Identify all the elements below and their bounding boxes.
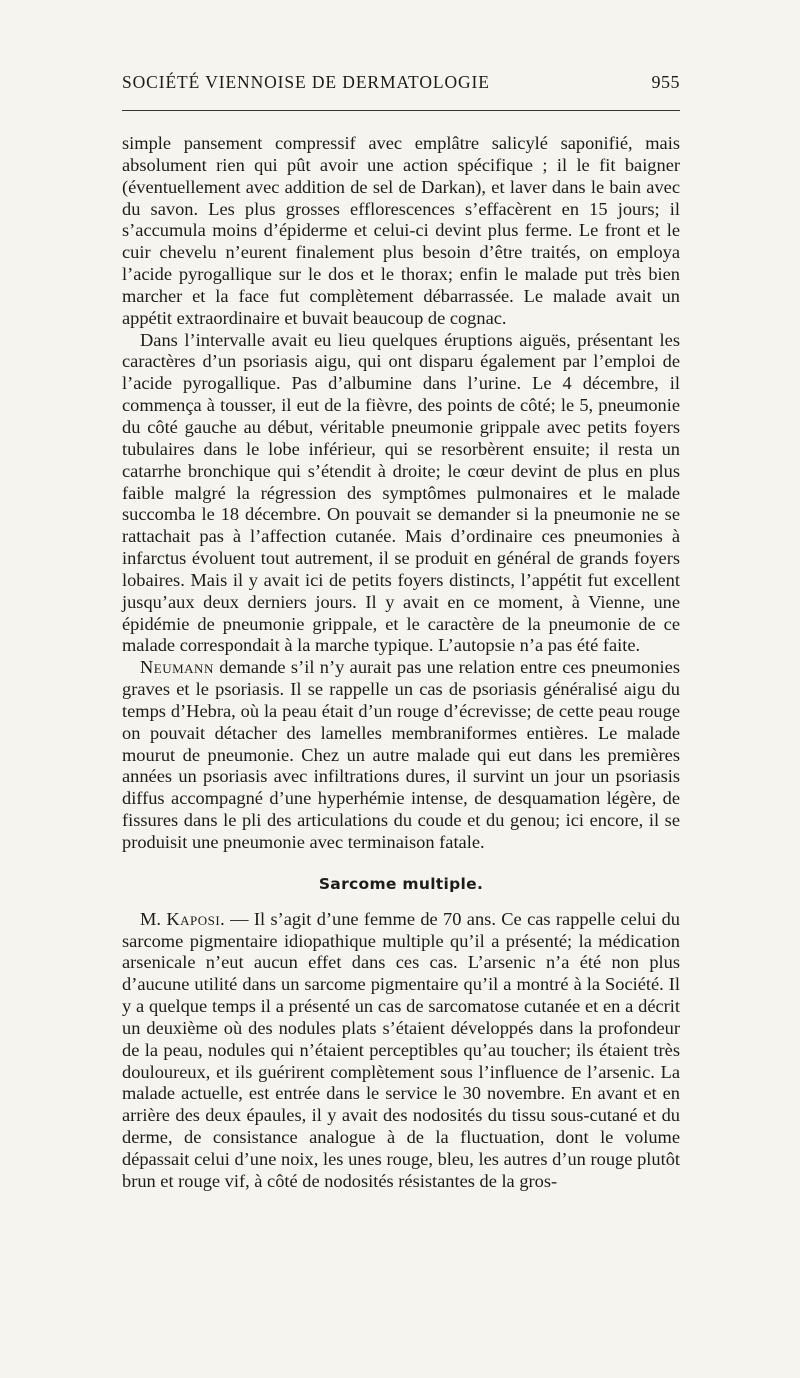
running-header <box>122 72 680 93</box>
paragraph-kaposi-text: . — Il s’agit d’une femme de 70 ans. Ce cas rappelle celui du sarcome pigmentaire idiopathique multiple qu’il a présenté; la médication arsenicale n’eut aucun effet dans ces cas. L’arsenic n’a été non plus d’aucune utilité dans un sarcome pigmentaire qu’il a montré à la Société. Il y a quelque temps il a présenté un cas de sarcomatose cutanée et en a décrit un deuxième où des nodules plats s’étaient développés dans la profondeur de la peau, nodules qui n’étaient perceptibles qu’au toucher; ils étaient très douloureux, et ils guérirent complètement sous l’influence de l’arsenic. La malade actuelle, est entrée dans le service le 30 novembre. En avant et en arrière des deux épaules, il y avait des nodosités du tissu sous-cutané et du derme, de consistance analogue à de la fluctuation, dont le volume dépassait celui d’une noix, les unes rouge, bleu, les autres d’un rouge plutôt brun et rouge vif, à côté de nodosités résistantes de la gros- <box>122 908 680 1191</box>
speaker-name-kaposi: Kaposi <box>166 908 221 929</box>
paragraph-continued: simple pansement compressif avec emplâtre salicylé saponifié, mais absolument rien qui pût avoir une action spécifique ; il le fit baigner (éventuellement avec addition de sel de Darkan), et laver dans le bain avec du savon. Les plus grosses efflorescences s’effacèrent en 15 jours; il s’accumula moins d’épiderme et celui-ci devint plus ferme. Le front et le cuir chevelu n’eurent finalement plus besoin d’être traités, on employa l’acide pyrogallique sur le dos et le thorax; enfin le malade put très bien marcher et la face fut complètement débarrassée. Le malade avait un appétit extraordinaire et buvait beaucoup de cognac. <box>122 133 680 328</box>
paragraph-kaposi <box>122 909 680 1193</box>
speaker-name-neumann: Neumann <box>140 657 214 678</box>
section-title: Sarcome multiple. <box>318 874 484 893</box>
speaker-prefix: M. <box>140 908 167 929</box>
paragraph-neumann <box>122 657 680 854</box>
page-number: 955 <box>651 72 680 92</box>
running-title: SOCIÉTÉ VIENNOISE DE DERMATOLOGIE <box>122 72 490 92</box>
header-rule <box>122 110 680 111</box>
paragraph-neumann-text: demande s’il n’y aurait pas une relation entre ces pneumonies graves et le psoriasis. Il se rappelle un cas de psoriasis généralisé aigu du temps d’Hebra, où la peau était d’un rouge d’écrevisse; de cette peau rouge on pouvait détacher des lamelles membraniformes entières. Le malade mourut de pneumonie. Chez un autre malade qui eut dans les premières années un psoriasis avec infiltrations dures, il survint un jour un psoriasis diffus accompagné d’une hyperhémie intense, de desquamation légère, de fissures dans le pli des articulations du coude et du genou; ici encore, il se produisit une pneumonie avec terminaison fatale. <box>122 657 680 852</box>
paragraph-intervalle: Dans l’intervalle avait eu lieu quelques éruptions aiguës, présentant les caractères d’un psoriasis aigu, qui ont disparu également par l’emploi de l’acide pyrogallique. Pas d’albumine dans l’urine. Le 4 décembre, il commença à tousser, il eut de la fièvre, des points de côté; le 5, pneumonie du côté gauche au début, véritable pneumonie grippale avec petits foyers tubulaires dans le lobe inférieur, qui se resorbèrent ensuite; il resta un catarrhe bronchique qui s’étendit à droite; le cœur devint de plus en plus faible malgré la régression des symptômes pulmonaires et le malade succomba le 18 décembre. On pouvait se demander si la pneumonie ne se rattachait pas à l’affection cutanée. Mais d’ordinaire ces pneumonies à infarctus évoluent tout autrement, il se produit en général de grands foyers lobaires. Mais il y avait ici de petits foyers distincts, l’appétit fut excellent jusqu’aux deux derniers jours. Il y avait en ce moment, à Vienne, une épidémie de pneumonie grippale, et le caractère de la pneumonie de ce malade correspondait à la marche typique. L’autopsie n’a pas été faite. <box>122 329 680 656</box>
body-text <box>122 133 680 1193</box>
